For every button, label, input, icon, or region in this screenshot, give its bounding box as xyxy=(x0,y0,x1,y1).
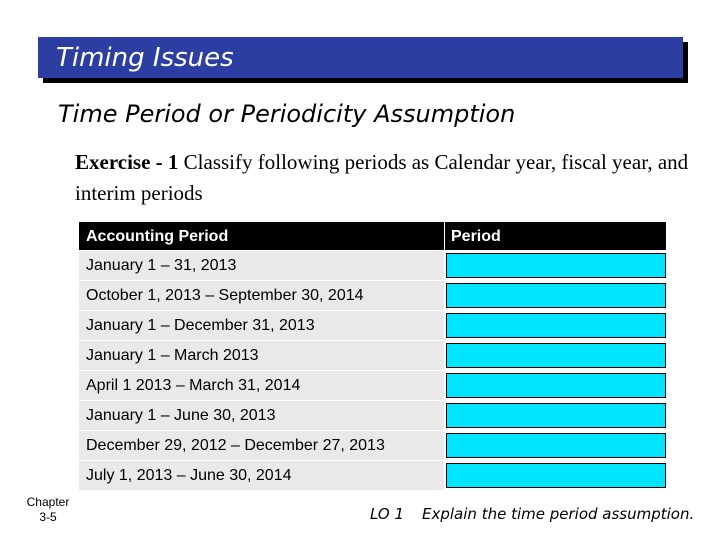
accounting-period-cell: April 1 2013 – March 31, 2014 xyxy=(79,371,445,400)
table-row xyxy=(79,431,666,461)
period-answer-box[interactable] xyxy=(446,313,666,338)
table-row xyxy=(79,371,666,401)
accounting-period-cell: December 29, 2012 – December 27, 2013 xyxy=(79,431,445,460)
period-cell xyxy=(445,281,666,310)
accounting-period-cell: January 1 – 31, 2013 xyxy=(79,251,445,280)
accounting-period-cell: January 1 – December 31, 2013 xyxy=(79,311,445,340)
accounting-period-cell: October 1, 2013 – September 30, 2014 xyxy=(79,281,445,310)
period-cell xyxy=(445,371,666,400)
exercise-text: Classify following periods as Calendar year, fiscal year, and interim periods xyxy=(75,150,689,205)
title-bar xyxy=(38,37,683,78)
lo-label: LO 1 xyxy=(370,505,405,523)
table-row xyxy=(79,341,666,371)
exercise-prompt xyxy=(75,147,695,209)
period-answer-box[interactable] xyxy=(446,403,666,428)
lo-description: Explain the time period assumption. xyxy=(422,505,695,523)
period-cell xyxy=(445,311,666,340)
accounting-period-cell: July 1, 2013 – June 30, 2014 xyxy=(79,461,445,490)
header-accounting-period: Accounting Period xyxy=(79,222,445,250)
period-answer-box[interactable] xyxy=(446,463,666,488)
slide-title: Timing Issues xyxy=(56,43,234,73)
table-row xyxy=(79,281,666,311)
period-answer-box[interactable] xyxy=(446,433,666,458)
table-row xyxy=(79,461,666,491)
accounting-period-table xyxy=(79,222,666,491)
table-header-row xyxy=(79,222,666,251)
table-row xyxy=(79,251,666,281)
learning-objective xyxy=(370,505,694,523)
period-cell xyxy=(445,341,666,370)
accounting-period-cell: January 1 – June 30, 2013 xyxy=(79,401,445,430)
period-answer-box[interactable] xyxy=(446,283,666,308)
period-cell xyxy=(445,401,666,430)
slide-subtitle: Time Period or Periodicity Assumption xyxy=(58,100,516,128)
period-answer-box[interactable] xyxy=(446,343,666,368)
period-answer-box[interactable] xyxy=(446,253,666,278)
accounting-period-cell: January 1 – March 2013 xyxy=(79,341,445,370)
table-row xyxy=(79,401,666,431)
period-cell xyxy=(445,251,666,280)
chapter-label-block xyxy=(18,495,78,525)
header-period: Period xyxy=(451,228,501,245)
period-cell xyxy=(445,461,666,490)
period-answer-box[interactable] xyxy=(446,373,666,398)
chapter-number: 3-5 xyxy=(39,510,57,524)
chapter-label: Chapter xyxy=(26,495,70,509)
table-row xyxy=(79,311,666,341)
period-cell xyxy=(445,431,666,460)
exercise-label: Exercise - 1 xyxy=(75,150,179,174)
